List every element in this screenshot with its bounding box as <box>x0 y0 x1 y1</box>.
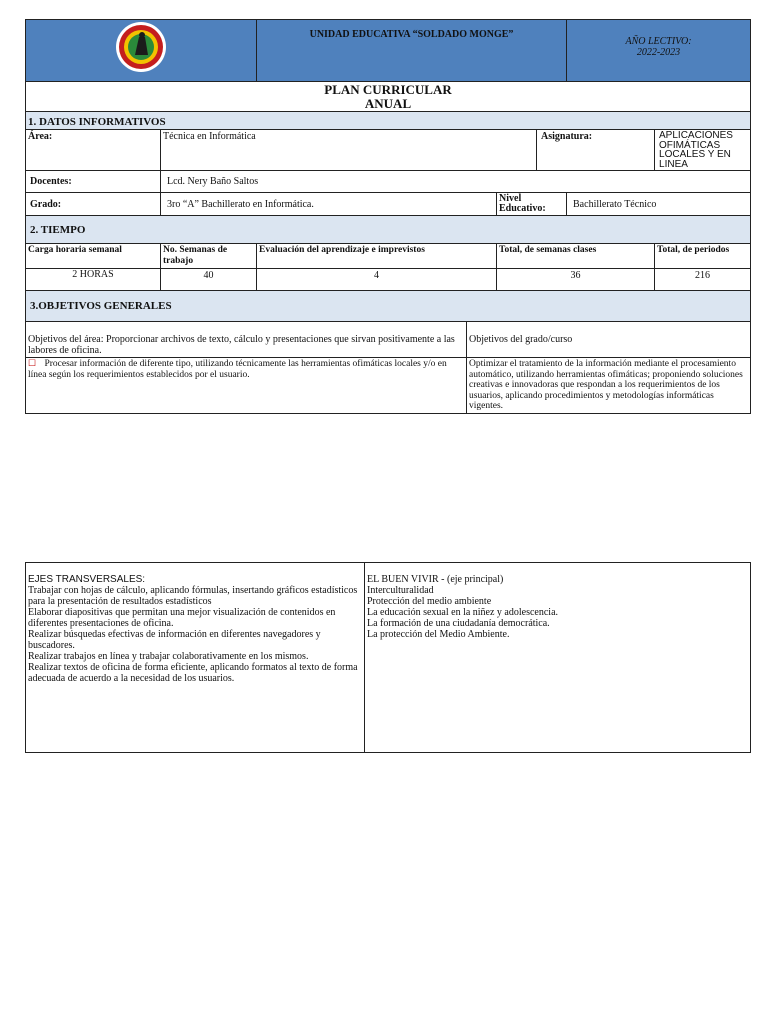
bullet-icon: ☐ <box>28 358 37 369</box>
grado-label: Grado: <box>26 193 161 216</box>
year-label: AÑO LECTIVO: <box>625 36 692 47</box>
objetivos-grado-item: Optimizar el tratamiento de la información mediante el procesamiento automático, utilizando herramientas ofimáticas; proponiendo soluciones creativas e innovadoras que respondan a los requerimientos de los usuarios, aplicando procedimientos y metodologías informáticas vigentes. <box>467 358 751 413</box>
grado-value: 3ro “A” Bachillerato en Informática. <box>161 193 497 216</box>
tiempo-value-total-semanas: 36 <box>497 269 655 291</box>
section-datos-informativos: 1. DATOS INFORMATIVOS <box>26 112 751 130</box>
buen-vivir-item: La educación sexual en la niñez y adolescencia. <box>367 607 559 618</box>
objetivos-area-item-text: Procesar información de diferente tipo, utilizando técnicamente las herramientas ofimáticas locales y/o en línea según los requerimientos establecidos por el usuario. <box>28 359 447 380</box>
nivel-label: Nivel Educativo: <box>497 193 567 216</box>
ejes-table <box>25 562 751 753</box>
school-year <box>567 20 751 82</box>
year-value: 2022-2023 <box>636 47 681 58</box>
tiempo-value-evaluacion: 4 <box>257 269 497 291</box>
ejes-transversales-cell <box>26 563 365 753</box>
buen-vivir-item: La protección del Medio Ambiente. <box>367 629 510 640</box>
eje-item: Realizar búsquedas efectivas de información en diferentes navegadores y buscadores. <box>28 629 321 651</box>
tiempo-value-semanas: 40 <box>161 269 257 291</box>
buen-vivir-cell <box>365 563 751 753</box>
eje-item: Trabajar con hojas de cálculo, aplicando fórmulas, insertando gráficos estadísticos para la presentación de resultados estadísticos <box>28 585 358 607</box>
objetivos-area-heading: Objetivos del área: Proporcionar archivos de texto, cálculo y presentaciones que sirvan positivamente a las labores de oficina. <box>26 322 467 358</box>
tiempo-header-total-semanas: Total, de semanas clases <box>497 244 655 269</box>
tiempo-header-evaluacion: Evaluación del aprendizaje e imprevistos <box>257 244 497 269</box>
plan-title-line-1: PLAN CURRICULAR <box>324 82 452 97</box>
area-value: Técnica en Informática <box>161 130 537 171</box>
buen-vivir-item: Protección del medio ambiente <box>367 596 492 607</box>
area-label: Área: <box>26 130 161 171</box>
docentes-label: Docentes: <box>26 171 161 193</box>
tiempo-header-carga: Carga horaria semanal <box>26 244 161 269</box>
tiempo-header-semanas: No. Semanas de trabajo <box>161 244 257 269</box>
asignatura-value: APLICACIONES OFIMÁTICAS LOCALES Y EN LINEA <box>655 130 751 171</box>
section-objetivos-generales: 3.OBJETIVOS GENERALES <box>26 291 751 322</box>
buen-vivir-item: La formación de una ciudadanía democrática. <box>367 618 550 629</box>
plan-table <box>25 19 751 414</box>
eje-item: Realizar trabajos en línea y trabajar colaborativamente en los mismos. <box>28 651 309 662</box>
objetivos-grado-heading: Objetivos del grado/curso <box>467 322 751 358</box>
school-name: UNIDAD EDUCATIVA “SOLDADO MONGE” <box>257 20 567 82</box>
ejes-title: EJES TRANSVERSALES: <box>28 574 146 585</box>
tiempo-header-total-periodos: Total, de periodos <box>655 244 751 269</box>
eje-item: Elaborar diapositivas que permitan una mejor visualización de contenidos en diferentes presentaciones de oficina. <box>28 607 336 629</box>
docentes-value: Lcd. Nery Baño Saltos <box>161 171 751 193</box>
tiempo-value-carga: 2 HORAS <box>26 269 161 291</box>
asignatura-label: Asignatura: <box>537 130 655 171</box>
tiempo-value-total-periodos: 216 <box>655 269 751 291</box>
section-tiempo: 2. TIEMPO <box>26 216 751 244</box>
buen-vivir-item: Interculturalidad <box>367 585 434 596</box>
eje-item: Realizar textos de oficina de forma eficiente, aplicando formatos al texto de forma adecuada de acuerdo a la necesidad de los usuarios. <box>28 662 358 684</box>
logo-cell <box>26 20 257 82</box>
buen-vivir-title: EL BUEN VIVIR - (eje principal) <box>367 574 504 585</box>
nivel-value: Bachillerato Técnico <box>567 193 751 216</box>
school-logo-icon <box>115 21 167 73</box>
plan-title <box>26 82 751 112</box>
objetivos-area-item <box>26 358 467 413</box>
plan-title-line-2: ANUAL <box>364 95 412 111</box>
